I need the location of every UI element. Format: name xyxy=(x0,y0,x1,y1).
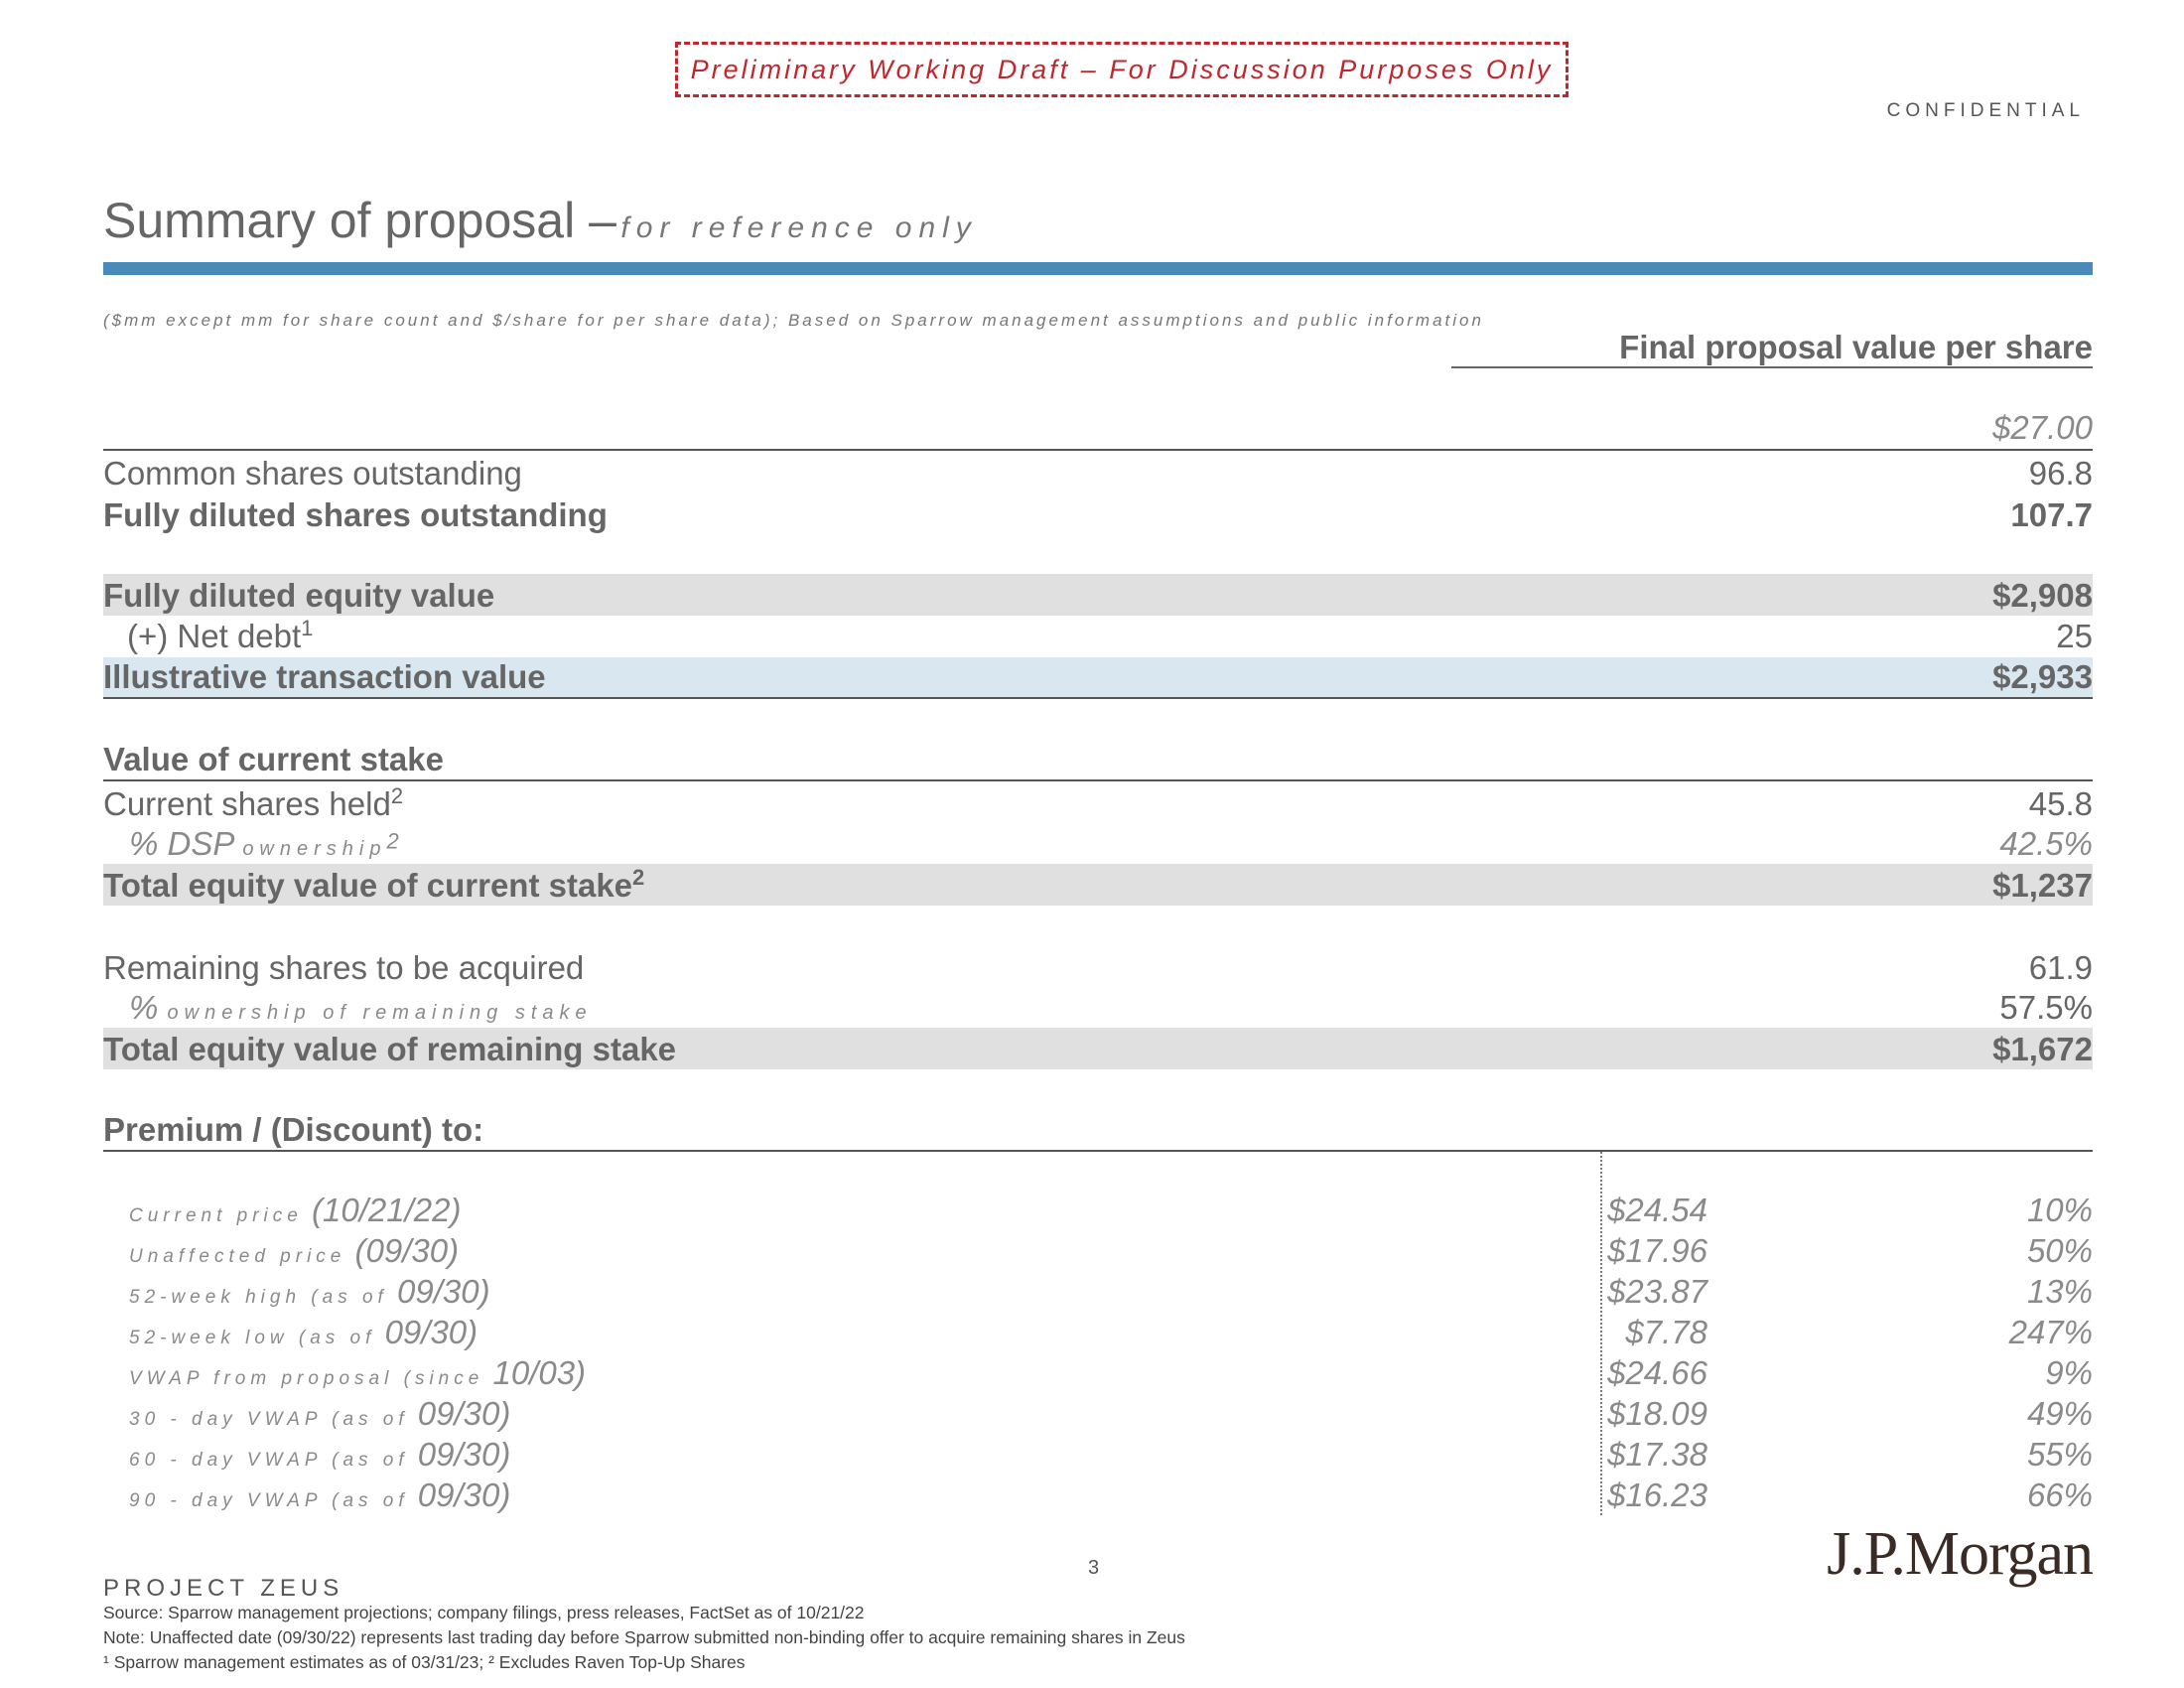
page-title-sub: for reference only xyxy=(620,211,978,244)
premium-row-price: $18.09 xyxy=(1607,1395,1707,1432)
premium-row-label: 52-week high (as of 09/30) xyxy=(129,1273,490,1310)
page-number: 3 xyxy=(1088,1557,1100,1579)
offer-price-row xyxy=(103,407,2093,451)
column-header: Final proposal value per share xyxy=(1451,331,2093,368)
title-rule xyxy=(103,262,2093,275)
dsp-ownership-label: % DSP ownership$^2$ xyxy=(129,825,399,862)
shares-held-row xyxy=(103,783,2093,823)
net-debt-label: (+) Net debt$^1$ xyxy=(127,616,314,654)
footnotes: ¹ Sparrow management estimates as of 03/31/23; ² Excludes Raven Top-Up Shares xyxy=(103,1652,746,1672)
premium-row-label: Current price (10/21/22) xyxy=(129,1192,462,1228)
premium-row-percent: 13% xyxy=(2026,1273,2093,1310)
page-title-main: Summary of proposal – xyxy=(103,193,616,248)
premium-row xyxy=(129,1189,2093,1229)
project-name: PROJECT ZEUS xyxy=(103,1575,344,1602)
remaining-ownership-value: 57.5% xyxy=(1999,989,2093,1026)
fd-equity-value: $2,908 xyxy=(1992,577,2093,614)
current-stake-value-row xyxy=(103,864,2093,906)
net-debt-value: 25 xyxy=(2056,618,2093,654)
premium-row-percent: 247% xyxy=(2008,1314,2093,1350)
premium-row xyxy=(129,1474,2093,1514)
units-note: ($mm except mm for share count and $/share for per share data); Based on Sparrow management assumptions and public information xyxy=(103,311,1484,330)
shares-held-label: Current shares held$^2$ xyxy=(103,783,404,822)
net-debt-row xyxy=(103,616,2093,655)
remaining-stake-value-row xyxy=(103,1028,2093,1069)
premium-row xyxy=(129,1351,2093,1392)
common-shares-value: 96.8 xyxy=(2028,455,2093,492)
remaining-stake-value-label: Total equity value of remaining stake xyxy=(103,1031,677,1067)
premium-row-percent: 55% xyxy=(2026,1436,2093,1473)
premium-row-percent: 10% xyxy=(2026,1192,2093,1228)
transaction-value-row xyxy=(103,657,2093,699)
premium-row-percent: 50% xyxy=(2026,1232,2093,1269)
premium-row-price: $24.54 xyxy=(1607,1192,1707,1228)
shares-held-value: 45.8 xyxy=(2028,785,2093,822)
current-stake-header xyxy=(103,739,2093,781)
page-title xyxy=(103,192,978,249)
transaction-value-label: Illustrative transaction value xyxy=(103,658,546,695)
dsp-ownership-value: 42.5% xyxy=(1999,825,2093,862)
premium-header-label: Premium / (Discount) to: xyxy=(103,1111,484,1148)
premium-row-label: Unaffected price (09/30) xyxy=(129,1232,460,1269)
premium-row-percent: 66% xyxy=(2026,1477,2093,1513)
premium-row-label: 60 - day VWAP (as of 09/30) xyxy=(129,1436,511,1473)
fd-shares-row xyxy=(103,494,2093,534)
jpmorgan-logo: J.P.Morgan xyxy=(1827,1520,2093,1588)
fd-shares-value: 107.7 xyxy=(2010,496,2093,533)
fd-shares-label: Fully diluted shares outstanding xyxy=(103,496,608,533)
premium-row-price: $23.87 xyxy=(1607,1273,1707,1310)
premium-row-price: $7.78 xyxy=(1625,1314,1707,1350)
unaffected-date-note: Note: Unaffected date (09/30/22) represents last trading day before Sparrow submitted non-binding offer to acquire remaining shares in Zeus xyxy=(103,1627,1185,1647)
remaining-ownership-label: % ownership of remaining stake xyxy=(129,989,593,1026)
current-stake-value-label: Total equity value of current stake$^2$ xyxy=(103,865,645,904)
premium-row-label: 52-week low (as of 09/30) xyxy=(129,1314,478,1350)
premium-row xyxy=(129,1229,2093,1270)
source-note: Source: Sparrow management projections; company filings, press releases, FactSet as of 10/21/22 xyxy=(103,1603,865,1622)
confidential-label: CONFIDENTIAL xyxy=(1886,100,2085,121)
current-stake-header-label: Value of current stake xyxy=(103,741,444,777)
premium-header xyxy=(103,1109,2093,1152)
dsp-ownership-row xyxy=(103,823,2093,863)
premium-row-price: $24.66 xyxy=(1607,1354,1707,1391)
fd-equity-label: Fully diluted equity value xyxy=(103,577,495,614)
premium-row-percent: 49% xyxy=(2026,1395,2093,1432)
remaining-shares-row xyxy=(103,947,2093,987)
premium-row xyxy=(129,1433,2093,1474)
remaining-shares-label: Remaining shares to be acquired xyxy=(103,949,585,986)
draft-banner: Preliminary Working Draft – For Discussion Purposes Only xyxy=(675,42,1569,97)
premium-row-label: 30 - day VWAP (as of 09/30) xyxy=(129,1395,511,1432)
premium-row xyxy=(129,1392,2093,1433)
premium-row xyxy=(129,1270,2093,1311)
common-shares-row xyxy=(103,453,2093,492)
common-shares-label: Common shares outstanding xyxy=(103,455,522,492)
premium-row-price: $16.23 xyxy=(1607,1477,1707,1513)
remaining-stake-value-value: $1,672 xyxy=(1992,1031,2093,1067)
premium-row-percent: 9% xyxy=(2045,1354,2093,1391)
premium-row-price: $17.96 xyxy=(1607,1232,1707,1269)
remaining-ownership-row xyxy=(103,987,2093,1027)
transaction-value-value: $2,933 xyxy=(1992,658,2093,695)
premium-row-price: $17.38 xyxy=(1607,1436,1707,1473)
remaining-shares-value: 61.9 xyxy=(2028,949,2093,986)
premium-row xyxy=(129,1311,2093,1351)
current-stake-value-value: $1,237 xyxy=(1992,867,2093,904)
offer-price-value: $27.00 xyxy=(1992,409,2093,446)
premium-row-label: 90 - day VWAP (as of 09/30) xyxy=(129,1477,511,1513)
premium-row-label: VWAP from proposal (since 10/03) xyxy=(129,1354,587,1391)
fd-equity-row xyxy=(103,574,2093,616)
